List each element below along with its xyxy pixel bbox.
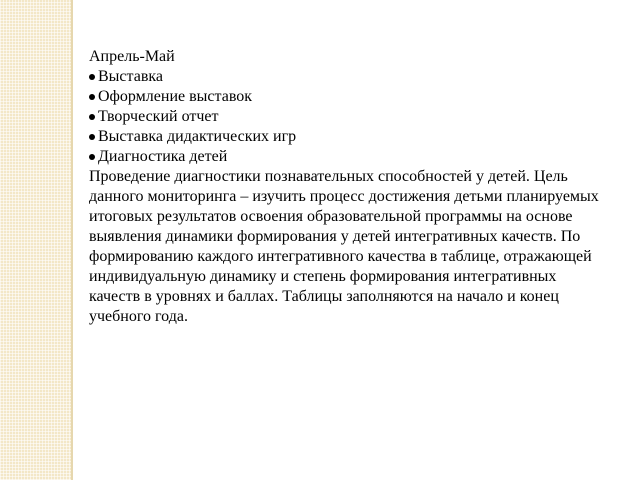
bullet-dot-icon [89, 114, 95, 120]
bullet-label: Творческий отчет [98, 108, 219, 125]
slide-content [89, 47, 609, 327]
bullet-dot-icon [89, 74, 95, 80]
bullet-label: Выставка [98, 68, 163, 85]
bullet-item-diagnostics [89, 147, 609, 167]
bullet-dot-icon [89, 154, 95, 160]
bullet-dot-icon [89, 134, 95, 140]
decorative-side-band [0, 0, 71, 480]
bullet-dot-icon [89, 94, 95, 100]
bullet-item-exhibition-design [89, 87, 609, 107]
side-band-divider [71, 0, 73, 480]
bullet-list [89, 67, 609, 167]
bullet-label: Оформление выставок [98, 88, 253, 105]
body-paragraph: Проведение диагностики познавательных способностей у детей. Цель данного мониторинга – изучить процесс достижения детьми планируемых итоговых результатов освоения образовательной программы на основе выявления динамики формирования у детей интегративных качеств. По формированию каждого интегративного качества в таблице, отражающей индивидуальную динамику и степень формирования интегративных качеств в уровнях и баллах. Таблицы заполняются на начало и конец учебного года. [89, 168, 599, 325]
bullet-item-creative-report [89, 107, 609, 127]
bullet-item-exhibition [89, 67, 609, 87]
bullet-label: Выставка дидактических игр [98, 128, 297, 145]
bullet-label: Диагностика детей [98, 148, 228, 165]
slide-heading: Апрель-Май [89, 48, 175, 65]
bullet-item-didactic-games [89, 127, 609, 147]
